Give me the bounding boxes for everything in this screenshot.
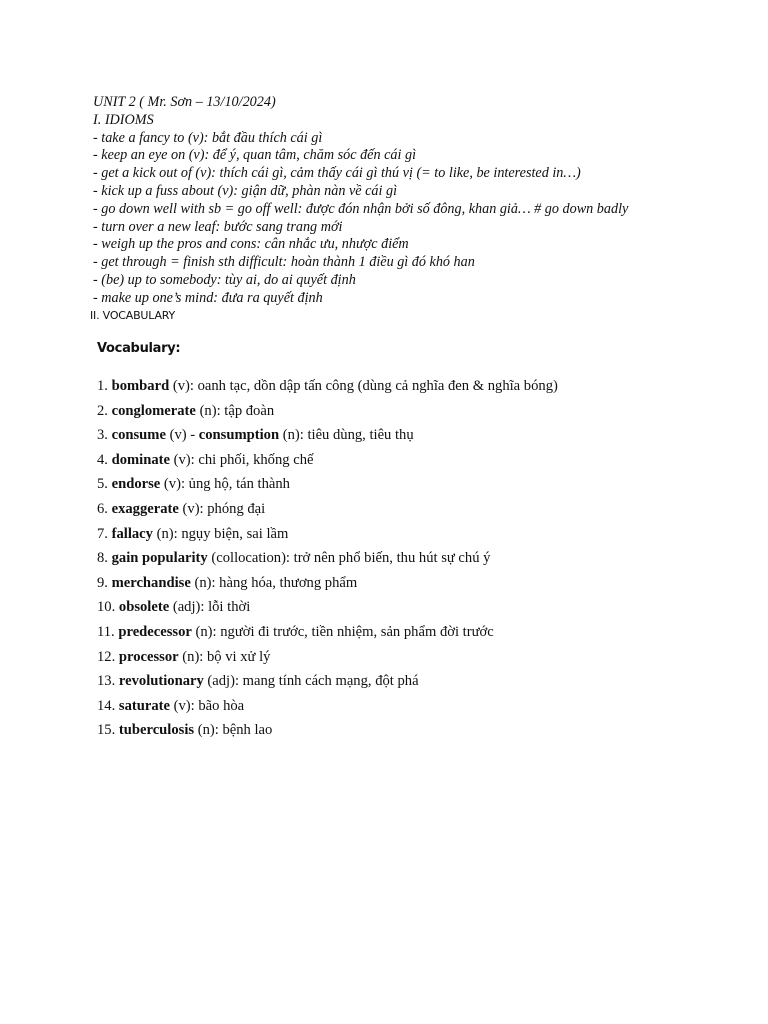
vocab-definition: (collocation): trở nên phổ biến, thu hút sự chú ý [211, 550, 491, 567]
idiom-item: - weigh up the pros and cons: cân nhắc ưu, nhược điểm [93, 236, 409, 253]
idioms-section [93, 94, 753, 308]
idioms-heading: I. IDIOMS [93, 111, 154, 128]
vocab-definition: (adj): mang tính cách mạng, đột phá [207, 673, 419, 690]
vocab-item [97, 399, 558, 424]
idiom-item: - go down well with sb = go off well: được đón nhận bởi số đông, khan giả… # go down badly [93, 200, 629, 217]
vocab-number: 4. [97, 451, 108, 468]
vocab-item [97, 448, 558, 473]
vocab-term: conglomerate [111, 402, 196, 419]
vocab-term: dominate [111, 451, 170, 468]
idiom-item: - kick up a fuss about (v): giận dữ, phàn nàn về cái gì [93, 182, 398, 199]
vocab-definition: (v): oanh tạc, dồn dập tấn công (dùng cả nghĩa đen & nghĩa bóng) [172, 378, 558, 394]
vocab-item [97, 423, 558, 448]
vocab-number: 1. [97, 378, 108, 394]
vocab-term: revolutionary [118, 673, 204, 690]
vocab-item [97, 645, 558, 670]
vocab-definition: (n): ngụy biện, sai lầm [156, 525, 289, 542]
vocab-definition: (n): bộ vi xử lý [182, 648, 271, 665]
vocab-number: 13. [97, 673, 116, 690]
vocab-definition: (adj): lỗi thời [172, 599, 251, 616]
vocab-item [97, 472, 558, 497]
vocab-number: 14. [97, 697, 116, 714]
vocab-definition: (n): hàng hóa, thương phẩm [194, 574, 358, 591]
vocab-term: merchandise [111, 574, 191, 591]
vocab-item [97, 497, 558, 522]
vocab-definition: (n): người đi trước, tiền nhiệm, sản phẩm đời trước [195, 623, 494, 640]
vocab-term: tuberculosis [118, 722, 195, 739]
vocab-item [97, 571, 558, 596]
vocab-term: obsolete [118, 599, 170, 616]
vocab-item [97, 669, 558, 694]
idiom-item: - keep an eye on (v): để ý, quan tâm, chăm sóc đến cái gì [93, 147, 417, 164]
vocab-item [97, 595, 558, 620]
idiom-item: - take a fancy to (v): bắt đầu thích cái gì [93, 129, 323, 146]
vocab-item [97, 694, 558, 719]
idiom-item: - (be) up to somebody: tùy ai, do ai quyết định [93, 271, 356, 288]
vocab-number: 11. [97, 623, 115, 640]
vocab-part-of-speech: (v) - [169, 427, 196, 444]
vocab-term: predecessor [118, 623, 192, 640]
vocab-number: 10. [97, 599, 116, 616]
vocab-term: gain popularity [111, 550, 208, 567]
vocab-number: 2. [97, 402, 108, 419]
vocab-definition: (n): tiêu dùng, tiêu thụ [282, 427, 414, 444]
vocab-term: processor [118, 648, 179, 665]
vocab-term: consume [111, 427, 166, 444]
vocabulary-subheading: Vocabulary: [97, 341, 181, 356]
vocab-number: 9. [97, 574, 108, 591]
vocab-definition: (v): phóng đại [182, 500, 266, 517]
vocab-item [97, 620, 558, 645]
vocab-term-derived: consumption [198, 427, 280, 444]
vocab-number: 8. [97, 550, 108, 567]
vocabulary-section-heading: II. VOCABULARY [90, 309, 176, 322]
vocab-number: 15. [97, 722, 116, 739]
vocab-term: exaggerate [111, 500, 179, 517]
vocab-definition: (v): chi phối, khống chế [173, 451, 314, 468]
vocab-definition: (n): bệnh lao [197, 722, 273, 739]
vocab-item [97, 522, 558, 547]
vocab-item [97, 374, 558, 399]
vocab-item [97, 546, 558, 571]
vocab-term: bombard [111, 378, 170, 394]
vocab-number: 5. [97, 476, 108, 493]
vocab-number: 7. [97, 525, 108, 542]
idiom-item: - get through = finish sth difficult: hoàn thành 1 điều gì đó khó han [93, 254, 475, 271]
vocab-number: 3. [97, 427, 108, 444]
vocab-definition: (n): tập đoàn [199, 402, 275, 419]
vocab-term: endorse [111, 476, 161, 493]
unit-title: UNIT 2 ( Mr. Sơn – 13/10/2024) [93, 94, 276, 110]
vocab-term: fallacy [111, 525, 153, 542]
idiom-item: - get a kick out of (v): thích cái gì, cảm thấy cái gì thú vị (= to like, be interested in…) [93, 165, 581, 182]
vocabulary-list [97, 374, 558, 743]
vocab-definition: (v): bão hòa [173, 697, 245, 714]
vocab-term: saturate [118, 697, 170, 714]
idiom-item: - turn over a new leaf: bước sang trang mới [93, 218, 343, 235]
vocab-definition: (v): ủng hộ, tán thành [163, 476, 290, 493]
vocab-number: 6. [97, 500, 108, 517]
vocab-item [97, 718, 558, 743]
idiom-item: - make up one’s mind: đưa ra quyết định [93, 289, 323, 306]
vocab-number: 12. [97, 648, 116, 665]
